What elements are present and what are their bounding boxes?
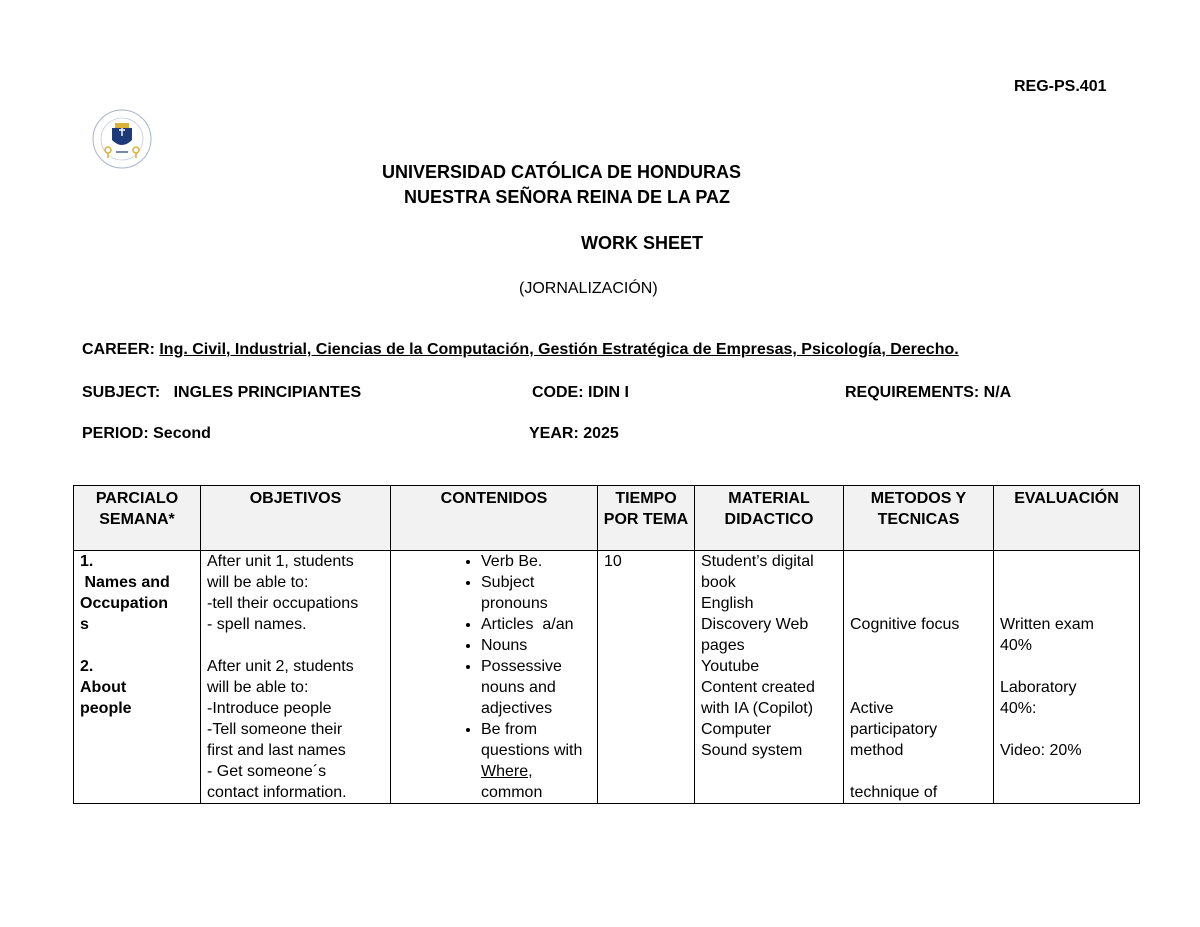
list-item-tail: common [481,784,543,801]
cell-line [850,761,987,782]
table-row [74,551,1140,804]
list-item: • Possessive nouns and adjectives [481,656,591,719]
cell-line: Written exam [1000,616,1094,633]
cell-line [850,572,987,593]
header-metodos: METODOS Y TECNICAS [844,486,994,551]
cell-parcial [74,551,201,804]
document-title: WORK SHEET [581,233,704,253]
cell-evaluacion [994,551,1140,804]
cell-line: - spell names. [207,616,307,633]
cell-line: method [850,742,904,759]
document-code: REG-PS.401 [1014,78,1107,95]
header-material: MATERIAL DIDACTICO [695,486,844,551]
cell-line: English [701,595,754,612]
cell-line: Active [850,700,894,717]
requirements-field: REQUIREMENTS: N/A [845,384,1012,401]
cell-line: Laboratory [1000,679,1077,696]
campus-name: NUESTRA SEÑORA REINA DE LA PAZ [404,187,731,207]
cell-line: -Introduce people [207,700,332,717]
list-item: • Nouns [481,635,591,656]
cell-line: 40%: [1000,700,1037,717]
cell-contenidos [391,551,598,804]
cell-line [1000,719,1133,740]
cell-objetivos [201,551,391,804]
cell-line: pages [701,637,745,654]
cell-line [850,635,987,656]
university-title [382,160,822,210]
header-contenidos: CONTENIDOS [391,486,598,551]
cell-line: - Get someone´s [207,763,327,780]
cell-line: Content created [701,679,815,696]
cell-line [850,593,987,614]
cell-line [1000,656,1133,677]
cell-line [1000,551,1133,572]
cell-line: Occupation [80,595,169,612]
cell-line: book [701,574,736,591]
cell-line: After unit 1, students [207,553,354,570]
cell-line: first and last names [207,742,346,759]
university-seal-logo [88,108,156,170]
cell-line: Computer [701,721,772,738]
cell-line: Youtube [701,658,760,675]
header-objetivos: OBJETIVOS [201,486,391,551]
list-item: • Subject pronouns [481,572,591,614]
cell-line: 10 [604,553,622,570]
underlined-word: Where, [481,763,533,780]
worksheet-table [73,485,1140,804]
list-item [481,719,591,803]
header-parcial: PARCIALO SEMANA* [74,486,201,551]
cell-line: people [80,700,132,717]
cell-line [1000,572,1133,593]
cell-line: technique of [850,784,938,801]
cell-line: will be able to: [207,679,309,696]
cell-line: Cognitive focus [850,616,960,633]
header-evaluacion: EVALUACIÓN [994,486,1140,551]
subject-field: SUBJECT: INGLES PRINCIPIANTES [82,384,362,401]
cell-line: Sound system [701,742,803,759]
period-field: PERIOD: Second [82,425,211,442]
contents-list [397,551,591,803]
cell-tiempo [598,551,695,804]
table-header-row [74,486,1140,551]
list-item-text: Be from questions with [481,721,583,759]
cell-line: About [80,679,127,696]
list-item: • Articles a/an [481,614,591,635]
year-field: YEAR: 2025 [529,425,619,442]
cell-line: Names and [80,574,170,591]
document-subtitle: (JORNALIZACIÓN) [519,280,658,297]
list-item: • Verb Be. [481,551,591,572]
career-line [82,341,959,359]
cell-metodos [844,551,994,804]
career-label: CAREER: [82,341,155,358]
cell-line: contact information. [207,784,347,801]
cell-line: -tell their occupations [207,595,359,612]
cell-line: Student’s digital [701,553,814,570]
code-field: CODE: IDIN I [532,384,629,401]
cell-material [695,551,844,804]
cell-line: with IA (Copilot) [701,700,814,717]
header-tiempo: TIEMPO POR TEMA [598,486,695,551]
cell-line: 1. [80,553,94,570]
cell-line [850,677,987,698]
cell-line: After unit 2, students [207,658,354,675]
cell-line: 2. [80,658,94,675]
cell-line: will be able to: [207,574,309,591]
cell-line: Video: 20% [1000,742,1082,759]
cell-line: -Tell someone their [207,721,343,738]
cell-line [850,656,987,677]
career-value: Ing. Civil, Industrial, Ciencias de la Computación, Gestión Estratégica de Empresas, Psicología, Derecho. [159,341,959,358]
cell-line [80,635,194,656]
cell-line [207,635,384,656]
cell-line [1000,593,1133,614]
cell-line [850,551,987,572]
cell-line: 40% [1000,637,1033,654]
cell-line: s [80,616,89,633]
cell-line: participatory [850,721,938,738]
university-name: UNIVERSIDAD CATÓLICA DE HONDURAS [382,162,742,182]
cell-line: Discovery Web [701,616,809,633]
